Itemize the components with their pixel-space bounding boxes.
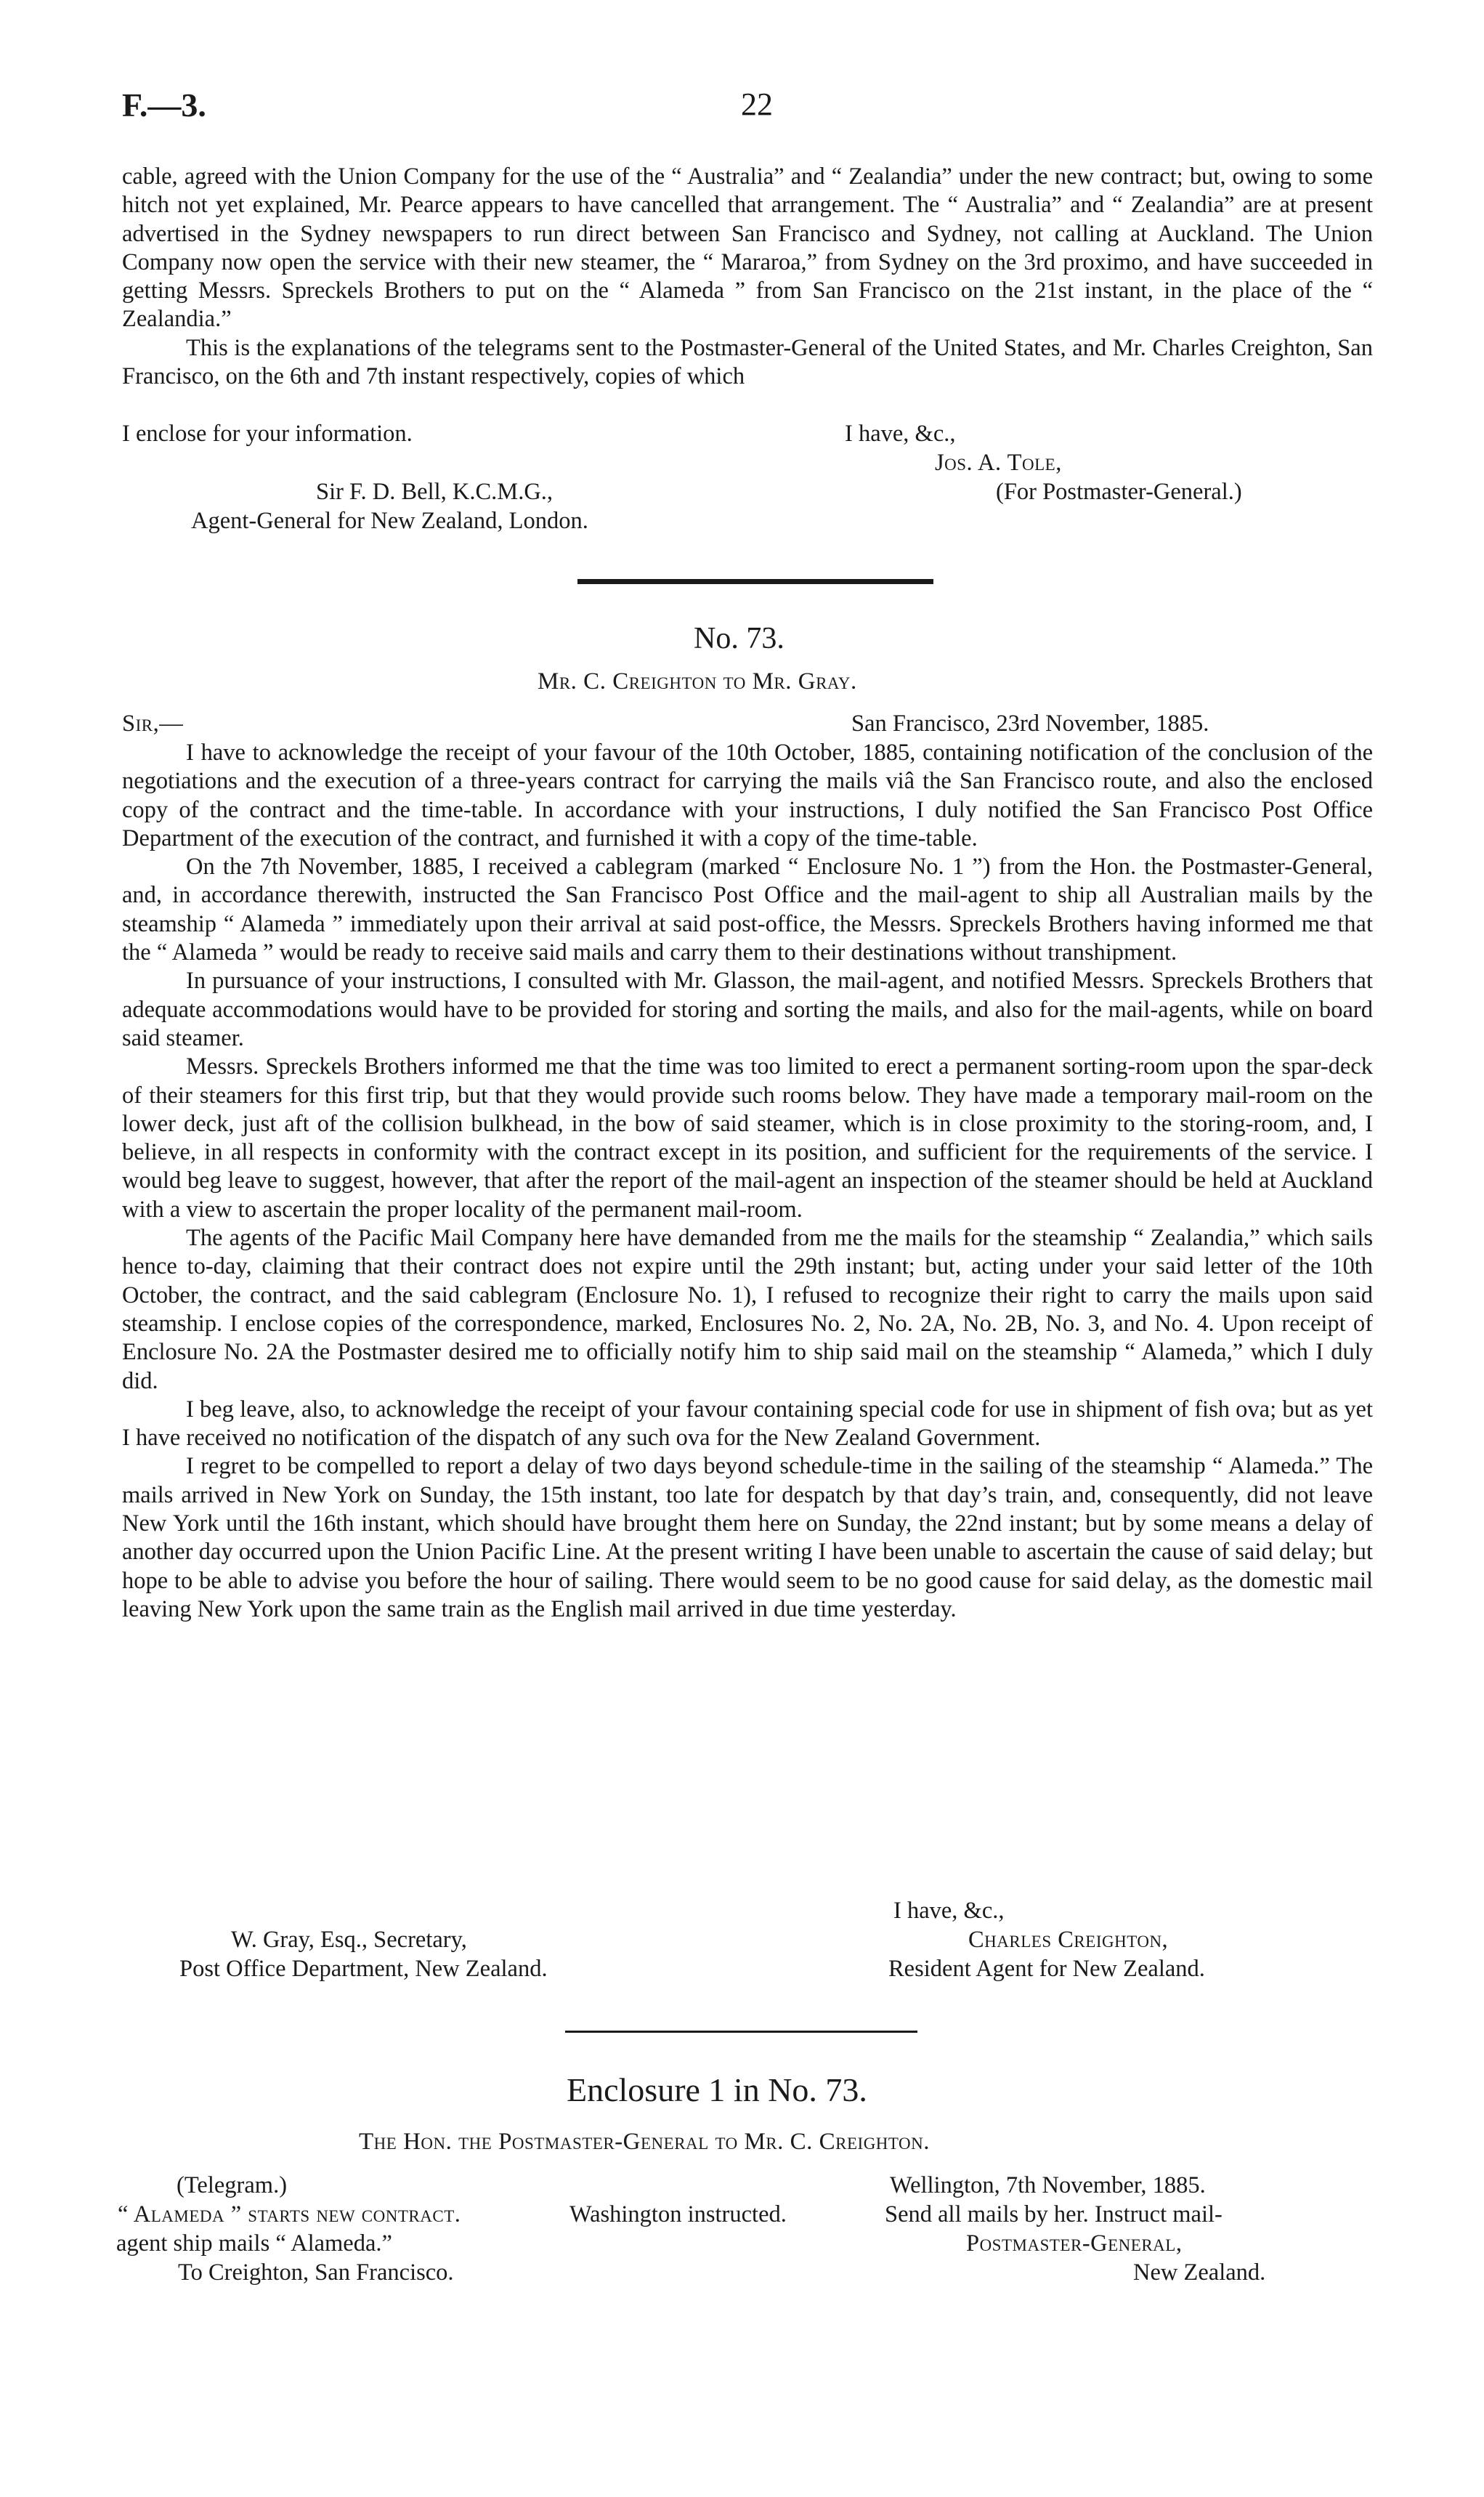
- signatory: Postmaster-General,: [966, 2230, 1183, 2257]
- page-number: 22: [741, 86, 773, 122]
- paragraph: cable, agreed with the Union Company for the use of the “ Australia” and “ Zealandia” under the new contract; but, owing to some hitch not yet explained, Mr. Pearce appears to have cancelled that arrangement. The “ Australia” and “ Zealandia” are at present advertised in the Sydney newspapers to run direct between San Francisco and Sydney, not calling at Auckland. The Union Company now open the service with their new steamer, the “ Mararoa,” from Sydney on the 3rd proximo, and have succeeded in getting Messrs. Spreckels Brothers to put on the “ Alameda ” from San Francisco on the 21st instant, in the place of the “ Zealandia.”: [122, 163, 1373, 333]
- place-date: Wellington, 7th November, 1885.: [890, 2172, 1206, 2198]
- document-reference: F.—3.: [122, 86, 206, 124]
- addressee: Sir F. D. Bell, K.C.M.G.,: [316, 479, 554, 505]
- paragraph: I have to acknowledge the receipt of your favour of the 10th October, 1885, containing notification of the conclusion of the negotiations and the execution of a three-years contract for carrying the mails viâ the San Francisco route, and also the enclosed copy of the contract and the time-table. In accordance with your instructions, I duly notified the San Francisco Post Office Department of the execution of the contract, and furnished it with a copy of the time-table.: [122, 740, 1373, 851]
- paragraph: The agents of the Pacific Mail Company here have demanded from me the mails for the steamship “ Zealandia,” which sails hence to-day, claiming that their contract does not expire until the 29th instant; but, acting under your said letter of the 10th October, the contract, and the said cablegram (Enclosure No. 1), I refused to recognize their right to carry the mails upon said steamship. I enclose copies of the correspondence, marked, Enclosures No. 2, No. 2A, No. 2B, No. 3, and No. 4. Upon receipt of Enclosure No. 2A the Postmaster desired me to officially notify him to ship said mail on the steamship “ Alameda,” which I duly did.: [122, 1225, 1373, 1394]
- place-date: San Francisco, 23rd November, 1885.: [851, 711, 1209, 737]
- addressee-role: Post Office Department, New Zealand.: [179, 1956, 548, 1982]
- telegram-text-b: Washington instructed.: [569, 2201, 787, 2227]
- closing: I have, &c.,: [893, 1898, 1005, 1924]
- signatory-role: Resident Agent for New Zealand.: [888, 1956, 1205, 1982]
- signatory: Charles Creighton,: [968, 1927, 1169, 1953]
- signatory-role: (For Postmaster-General.): [996, 479, 1242, 505]
- section-divider: [577, 579, 933, 584]
- enclosure-title: Enclosure 1 in No. 73.: [567, 2071, 867, 2108]
- telegram-text-line2: agent ship mails “ Alameda.”: [116, 2230, 392, 2257]
- telegram-label: (Telegram.): [177, 2172, 288, 2198]
- letter-parties: Mr. C. Creighton to Mr. Gray.: [538, 668, 857, 695]
- paragraph: This is the explanations of the telegrams sent to the Postmaster-General of the United States, and Mr. Charles Creighton, San Francisco, on the 6th and 7th instant respectively, copies of which: [122, 334, 1373, 390]
- letter-continuation: [122, 163, 1373, 391]
- paragraph: I beg leave, also, to acknowledge the receipt of your favour containing special code for use in shipment of fish ova; but as yet I have received no notification of the dispatch of any such ova for the New Zealand Government.: [122, 1396, 1373, 1452]
- enclosure-parties: The Hon. the Postmaster-General to Mr. C. Creighton.: [359, 2129, 930, 2155]
- salutation: Sir,—: [122, 711, 184, 737]
- closing: I have, &c.,: [845, 421, 956, 447]
- letter-body: [122, 739, 1373, 1624]
- paragraph: Messrs. Spreckels Brothers informed me that the time was too limited to erect a permanent sorting-room upon the spar-deck of their steamers for this first trip, but that they would provide such rooms below. They have made a temporary mail-room on the lower deck, just aft of the collision bulkhead, in the bow of said steamer, which is in close proximity to the storing-room, and, I believe, in all respects in conformity with the contract except in its position, and sufficient for the requirements of the service. I would beg leave to suggest, however, that after the report of the mail-agent an inspection of the steamer should be held at Auckland with a view to ascertain the proper locality of the permanent mail-room.: [122, 1053, 1373, 1223]
- letter-number: No. 73.: [694, 622, 784, 655]
- telegram-line: [118, 2201, 461, 2228]
- enclosure-line: I enclose for your information.: [122, 421, 413, 447]
- telegram-text-a: “ Alameda ” starts new contract.: [118, 2201, 461, 2227]
- addressee-role: Agent-General for New Zealand, London.: [191, 508, 588, 534]
- addressee: W. Gray, Esq., Secretary,: [231, 1927, 467, 1953]
- paragraph: On the 7th November, 1885, I received a cablegram (marked “ Enclosure No. 1 ”) from the Hon. the Postmaster-General, and, in accordance therewith, instructed the San Francisco Post Office and the mail-agent to ship all Australian mails by the steamship “ Alameda ” immediately upon their arrival at said post-office, the Messrs. Spreckels Brothers having informed me that the “ Alameda ” would be ready to receive said mails and carry them to their destinations without transhipment.: [122, 854, 1373, 966]
- addressee: To Creighton, San Francisco.: [178, 2259, 454, 2286]
- signatory: Jos. A. Tole,: [935, 450, 1062, 476]
- signatory-place: New Zealand.: [1133, 2259, 1266, 2286]
- paragraph: In pursuance of your instructions, I consulted with Mr. Glasson, the mail-agent, and notified Messrs. Spreckels Brothers that adequate accommodations would have to be provided for storing and sorting the mails, and also for the mail-agents, while on board said steamer.: [122, 968, 1373, 1051]
- section-divider: [565, 2031, 917, 2033]
- paragraph: I regret to be compelled to report a delay of two days beyond schedule-time in the sailing of the steamship “ Alameda.” The mails arrived in New York on Sunday, the 15th instant, too late for despatch by that day’s train, and, consequently, did not leave New York until the 16th instant, which should have brought them here on Sunday, the 22nd instant; but by some means a delay of another day occurred upon the Union Pacific Line. At the present writing I have been unable to ascertain the cause of said delay; but hope to be able to advise you before the hour of sailing. There would seem to be no good cause for said delay, as the domestic mail leaving New York upon the same train as the English mail arrived in due time yesterday.: [122, 1453, 1373, 1622]
- telegram-text-c: Send all mails by her. Instruct mail-: [885, 2201, 1223, 2227]
